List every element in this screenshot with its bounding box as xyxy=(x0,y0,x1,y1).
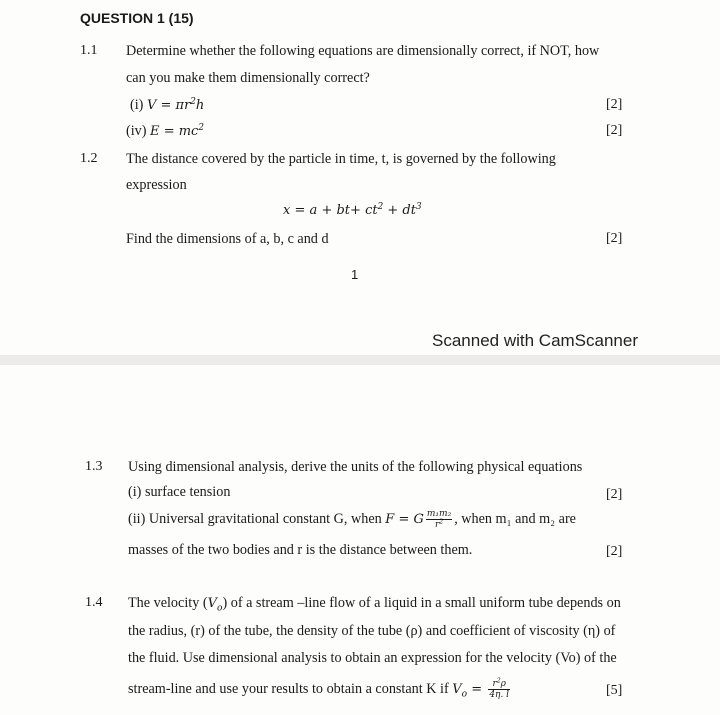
page-number: 1 xyxy=(351,267,359,282)
scanned-page-2 xyxy=(0,365,720,715)
part-ii-text: (ii) Universal gravitational constant G, when xyxy=(128,511,382,527)
q1-4-line1: The velocity $(V_o)$ of a stream –line flow of a liquid in a small uniform tube depends on xyxy=(128,595,621,614)
q1-2-number: 1.2 xyxy=(80,151,98,166)
q1-2-mark: [2] xyxy=(606,231,623,246)
mass-fraction: $\frac{\text{m₁m₂}}{r^2}$ xyxy=(426,509,452,530)
q1-4-number: 1.4 xyxy=(85,595,103,610)
q1-3-part-i-mark: [2] xyxy=(606,487,623,502)
velocity-equation: $V_o$ = $\frac{r^2\rho}{4\eta. l}$ xyxy=(452,677,510,700)
gravitation-equation: F = G $\frac{\text{m₁m₂}}{r^2}$ xyxy=(385,509,452,530)
q1-3-part-i: (i) surface tension xyxy=(128,484,231,500)
q1-4-mark: [5] xyxy=(606,683,623,698)
q1-3-part-ii-mark: [2] xyxy=(606,544,623,559)
part-iv-label: (iv) xyxy=(126,123,147,139)
part-iv-equation: $E = mc^2$ xyxy=(150,123,204,139)
q1-4-line2: the radius, (r) of the tube, the density of the tube (ρ) and coefficient of viscosity (η) of xyxy=(128,623,616,639)
part-i-label: (i) xyxy=(130,97,144,113)
q1-1-part-i-mark: [2] xyxy=(606,97,623,112)
q1-3-part-ii-line2: masses of the two bodies and r is the distance between them. xyxy=(128,542,473,558)
scanned-page-1 xyxy=(0,0,720,355)
q1-1-part-iv xyxy=(126,123,204,140)
q1-3-text-line1: Using dimensional analysis, derive the units of the following physical equations xyxy=(128,459,583,475)
q1-2-text-line2: expression xyxy=(126,177,187,193)
q1-2-find: Find the dimensions of a, b, c and d xyxy=(126,231,329,247)
q1-1-text-line2: can you make them dimensionally correct? xyxy=(126,70,370,86)
q1-2-equation: $x = a + bt+ ct^2 + dt^3$ xyxy=(283,202,422,218)
page-gap xyxy=(0,355,720,365)
q1-1-number: 1.1 xyxy=(80,43,98,58)
q1-1-text-line1: Determine whether the following equations are dimensionally correct, if NOT, how xyxy=(126,43,600,59)
q1-4-line4: stream-line and use your results to obtain a constant K if $V_o$ = $\frac{r^2\rho}{4\eta. l}$ xyxy=(128,679,512,700)
part-i-equation: $V = \pi r^2h$ xyxy=(146,97,205,113)
question-title: QUESTION 1 (15) xyxy=(80,10,194,26)
q1-4-line3: the fluid. Use dimensional analysis to obtain an expression for the velocity (Vo) of the xyxy=(128,650,617,666)
q1-1-part-iv-mark: [2] xyxy=(606,123,623,138)
velocity-fraction: $\frac{r^2\rho}{4\eta. l}$ xyxy=(489,677,510,700)
q1-1-part-i xyxy=(130,97,204,114)
q1-3-part-ii: (ii) Universal gravitational constant G, when F = G $\frac{\text{m₁m₂}}{r^2}$ , when m₁ and m₂ are xyxy=(128,509,576,530)
camscanner-watermark: Scanned with CamScanner xyxy=(432,331,639,350)
q1-2-text-line1: The distance covered by the particle in time, t, is governed by the following xyxy=(126,151,556,167)
q1-3-number: 1.3 xyxy=(85,459,103,474)
